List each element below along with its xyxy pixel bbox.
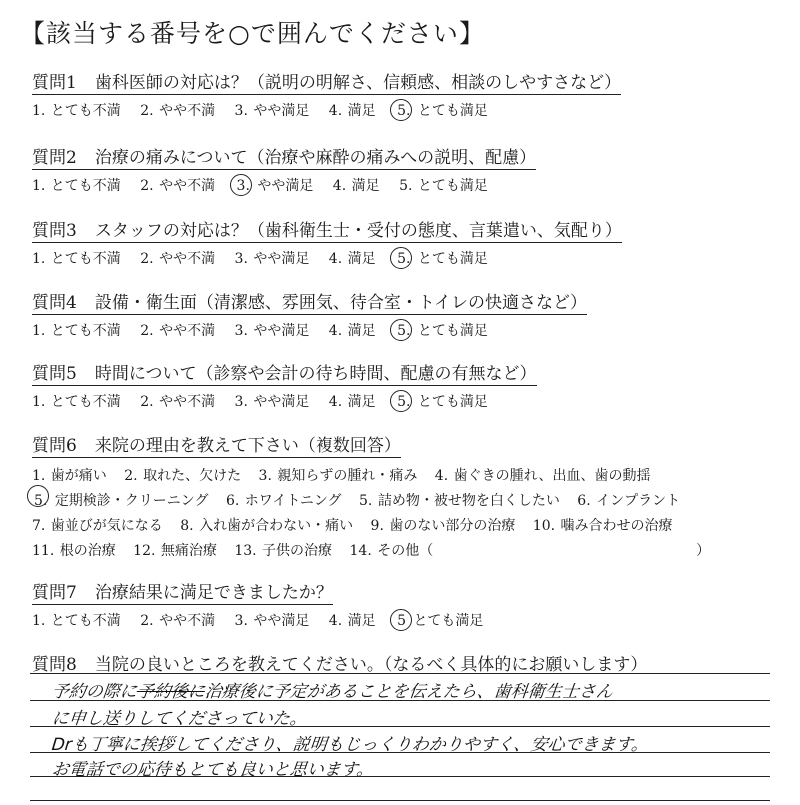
answer-options — [32, 464, 710, 564]
option-2[interactable]: 2. やや不満 — [140, 613, 216, 629]
option-3[interactable]: 3. 親知らずの腫れ・痛み — [258, 468, 418, 484]
option-4[interactable]: 4. 満足 — [328, 394, 376, 410]
question-number: 質問7 — [32, 583, 77, 603]
option-11[interactable]: 9. 歯のない部分の治療 — [370, 518, 516, 534]
page-title: 【該当する番号を○で囲んでください】 — [20, 19, 485, 48]
question-4 — [32, 288, 587, 340]
question-number: 質問2 — [32, 148, 77, 168]
question-text: 歯科医師の対応は？（説明の明解さ、信頼感、相談のしやすさなど） — [94, 73, 622, 93]
question-text: 設備・衛生面（清潔感、雰囲気、待合室・トイレの快適さなど） — [94, 293, 587, 313]
question-3 — [32, 216, 622, 268]
question-2 — [32, 143, 536, 195]
option-2[interactable]: 2. やや不満 — [140, 394, 216, 410]
option-5-selected[interactable]: 5. とても満足 — [397, 323, 488, 339]
option-5[interactable]: 5. とても満足 — [399, 178, 488, 194]
handwritten-line-2: に申し送りしてくださっていた。 — [50, 709, 308, 729]
question-6 — [32, 431, 710, 564]
option-5-selected[interactable]: 5 とても満足 — [397, 613, 484, 629]
question-number: 質問8 — [32, 655, 77, 675]
option-1[interactable]: 1. とても不満 — [32, 394, 121, 410]
option-row — [32, 489, 710, 514]
question-1 — [32, 68, 621, 120]
option-1[interactable]: 1. とても不満 — [32, 103, 121, 119]
option-4[interactable]: 4. 満足 — [328, 251, 376, 267]
option-row — [32, 539, 710, 564]
option-2[interactable]: 2. 取れた、欠けた — [124, 468, 242, 484]
handwritten-line-1: 予約の際に予約後に治療後に予定があることを伝えたら、歯科衛生士さん — [50, 682, 614, 702]
question-text: 当院の良いところを教えてください。（なるべく具体的にお願いします） — [94, 655, 648, 675]
question-text: スタッフの対応は？（歯科衛生士・受付の態度、言葉遣い、気配り） — [94, 221, 622, 241]
answer-options — [32, 175, 536, 195]
question-number: 質問4 — [32, 293, 77, 313]
option-3[interactable]: 3. やや満足 — [234, 251, 310, 267]
question-text: 治療結果に満足できましたか？ — [94, 583, 333, 603]
option-1[interactable]: 1. とても不満 — [32, 323, 121, 339]
option-4[interactable]: 4. 満足 — [332, 178, 380, 194]
option-3[interactable]: 3. やや満足 — [234, 103, 310, 119]
option-4[interactable]: 4. 歯ぐきの腫れ、出血、歯の動揺 — [434, 468, 651, 484]
option-2[interactable]: 2. やや不満 — [140, 323, 216, 339]
option-3[interactable]: 3. やや満足 — [234, 394, 310, 410]
other-close-paren: ） — [696, 543, 711, 559]
question-text: 治療の痛みについて（治療や麻酔の痛みへの説明、配慮） — [94, 148, 537, 168]
crossed-out-text: 予約後に — [135, 682, 206, 702]
question-text: 時間について（診察や会計の待ち時間、配慮の有無など） — [94, 364, 537, 384]
option-3[interactable]: 3. やや満足 — [234, 613, 310, 629]
option-15[interactable]: 13. 子供の治療 — [234, 543, 333, 559]
option-1[interactable]: 1. とても不満 — [32, 613, 121, 629]
option-5-selected[interactable]: 5. とても満足 — [397, 103, 488, 119]
option-3[interactable]: 3. やや満足 — [234, 323, 310, 339]
option-5-selected[interactable]: 5. 定期検診・クリーニング — [32, 489, 209, 514]
question-8 — [32, 650, 647, 675]
option-14[interactable]: 12. 無痛治療 — [133, 543, 217, 559]
option-4[interactable]: 4. 満足 — [328, 613, 376, 629]
circled-number: 5. — [32, 489, 49, 514]
question-7 — [32, 578, 497, 630]
circled-number: 5 — [397, 613, 406, 629]
option-6[interactable]: 6. ホワイトニング — [226, 493, 342, 509]
option-3-selected[interactable]: 3. やや満足 — [236, 178, 314, 194]
option-4[interactable]: 4. 満足 — [328, 323, 376, 339]
option-1[interactable]: 1. とても不満 — [32, 178, 121, 194]
question-number: 質問1 — [32, 73, 77, 93]
option-10[interactable]: 8. 入れ歯が合わない・痛い — [180, 518, 354, 534]
handwritten-line-4: お電話での応待もとても良いと思います。 — [50, 760, 375, 780]
option-other[interactable]: 14. その他（ — [349, 543, 434, 559]
circled-number: 5. — [397, 394, 411, 410]
answer-options — [32, 391, 537, 411]
option-8[interactable]: 6. インプラント — [577, 493, 681, 509]
answer-options — [32, 320, 587, 340]
answer-line — [30, 673, 770, 674]
option-7[interactable]: 5. 詰め物・被せ物を白くしたい — [359, 493, 560, 509]
question-5 — [32, 359, 537, 411]
handwritten-line-3: Drも丁寧に挨拶してくださり、説明もじっくりわかりやすく、安心できます。 — [50, 735, 650, 755]
answer-options — [32, 248, 622, 268]
option-12[interactable]: 10. 噛み合わせの治療 — [532, 518, 673, 534]
option-9[interactable]: 7. 歯並びが気になる — [32, 518, 163, 534]
question-text: 来院の理由を教えて下さい（複数回答） — [94, 436, 401, 456]
answer-options — [32, 100, 621, 120]
option-2[interactable]: 2. やや不満 — [140, 103, 216, 119]
circled-number: 5. — [397, 251, 411, 267]
option-4[interactable]: 4. 満足 — [328, 103, 376, 119]
option-5-selected[interactable]: 5. とても満足 — [397, 251, 488, 267]
option-row — [32, 464, 710, 489]
question-number: 質問6 — [32, 436, 77, 456]
option-2[interactable]: 2. やや不満 — [140, 178, 216, 194]
question-number: 質問3 — [32, 221, 77, 241]
option-1[interactable]: 1. 歯が痛い — [32, 468, 107, 484]
option-13[interactable]: 11. 根の治療 — [32, 543, 116, 559]
answer-line — [30, 800, 770, 801]
question-number: 質問5 — [32, 364, 77, 384]
option-row — [32, 514, 710, 539]
circled-number: 5. — [397, 103, 411, 119]
answer-options — [32, 610, 497, 630]
circled-number: 5. — [397, 323, 411, 339]
circled-number: 3. — [236, 178, 250, 194]
option-2[interactable]: 2. やや不満 — [140, 251, 216, 267]
option-1[interactable]: 1. とても不満 — [32, 251, 121, 267]
option-5-selected[interactable]: 5. とても満足 — [397, 394, 488, 410]
